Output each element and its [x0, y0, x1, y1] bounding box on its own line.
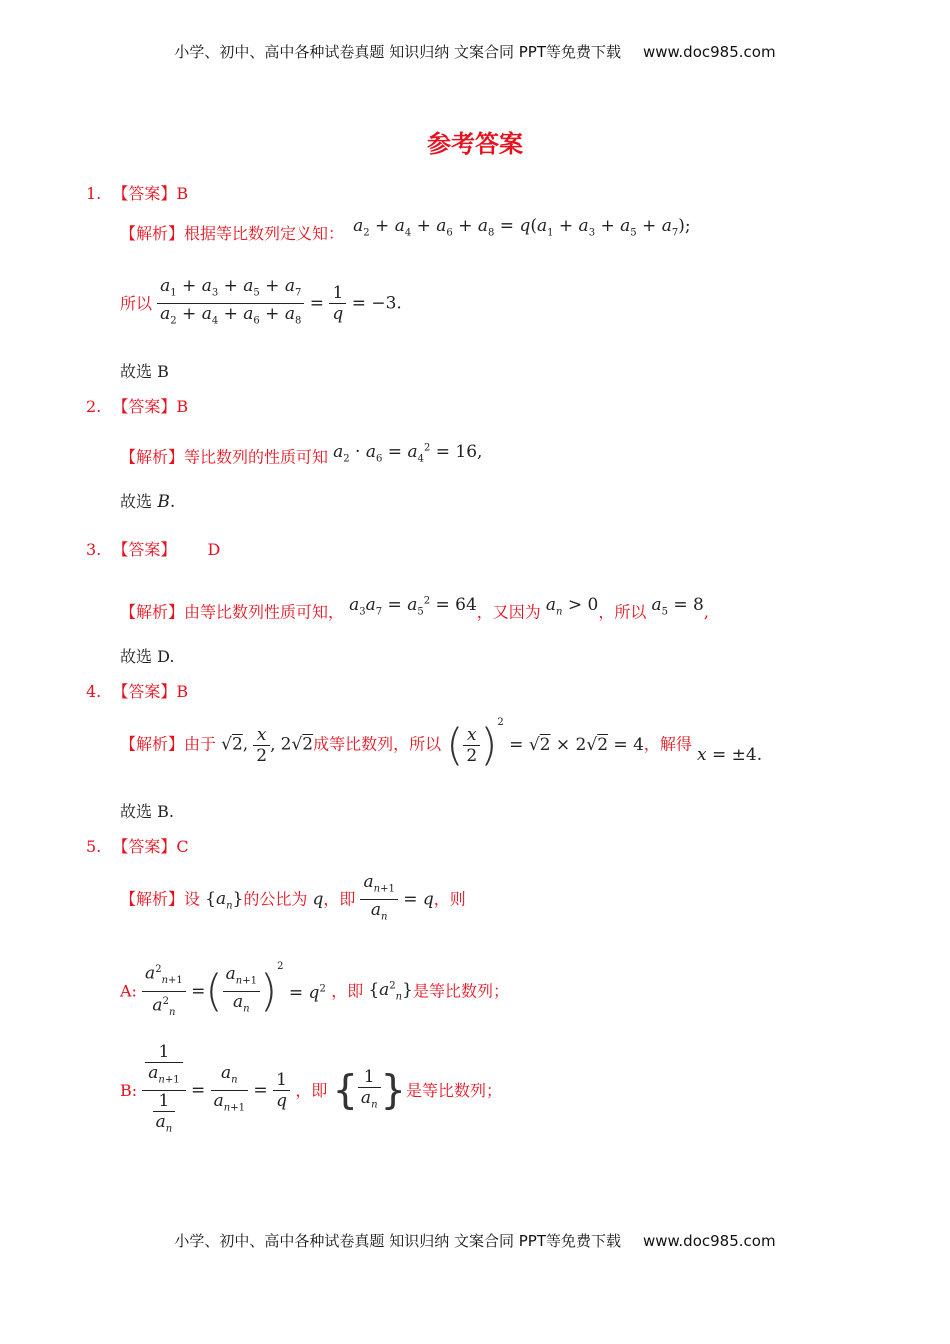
q5-option-a-text: ，即: [331, 981, 364, 1001]
q1-formula-2: $\frac{a_1 + a_3 + a_5 + a_7}{a_2 + a_4 + a_6 + a_8}$ = $\frac{1}{q}$ = −3.: [157, 293, 402, 313]
q2-analysis-label: 【解析】: [120, 447, 185, 467]
q5-analysis-intro: 设: [184, 889, 201, 909]
q2-conclusion-choice: B: [152, 492, 170, 512]
q5-option-a-line: [120, 960, 509, 1023]
page-header: [0, 41, 950, 62]
q5-option-a-end: 是等比数列；: [412, 981, 509, 1001]
q2-answer-line: [86, 397, 188, 417]
q5-formula-2: q: [312, 889, 324, 910]
q2-analysis-intro: 等比数列的性质可知: [184, 447, 329, 467]
q5-formula-3: $\frac{a_{n+1}}{a_n}$ = q: [360, 889, 433, 909]
header-text: 小学、初中、高中各种试卷真题 知识归纳 文案合同 PPT等免费下载: [174, 43, 621, 61]
q4-formula-1: √2,: [221, 734, 249, 755]
q5-then: ，则: [433, 889, 466, 909]
q3-analysis-label: 【解析】: [120, 602, 185, 622]
q1-answer-line: [86, 184, 188, 204]
q4-number: 4.: [86, 682, 102, 701]
q4-mid2: ，解得: [643, 734, 692, 754]
q4-mid: 成等比数列，所以: [313, 734, 442, 754]
q2-number: 2.: [86, 397, 102, 416]
q5-answer-value: C: [176, 837, 189, 856]
q3-mid2: ，所以: [598, 602, 647, 622]
q5-answer-line: [86, 837, 189, 857]
q5-option-b-seq: { $\frac{1}{a_n}$ }: [332, 1066, 406, 1114]
q4-analysis-label: 【解析】: [120, 734, 185, 754]
q1-answer-value: B: [176, 184, 189, 203]
q5-formula-1: $\{a_n\}$: [205, 889, 244, 912]
footer-url[interactable]: www.doc985.com: [642, 1232, 776, 1250]
q4-formula-5: x = ±4.: [697, 744, 763, 765]
q5-option-a-seq: $\{a^2_n\}$: [368, 979, 413, 1003]
q3-analysis-intro: 由等比数列性质可知，: [184, 602, 345, 622]
q4-conclusion: 故选 B.: [120, 802, 174, 821]
q4-answer-line: [86, 682, 188, 702]
q1-analysis-label: 【解析】: [120, 224, 185, 243]
q3-mid: ，又因为: [476, 602, 541, 622]
q3-formula-2: $a_n > 0$: [545, 594, 599, 618]
q5-mid: 的公比为: [243, 889, 308, 909]
q1-conclusion: 故选 B: [120, 362, 169, 381]
q2-formula: $a_2 \cdot a_6 = a_4^2 = 16$,: [333, 441, 483, 465]
q3-formula-1: $a_3a_7 = a_5^2 = 64$: [349, 594, 477, 618]
q5-option-a-label: A:: [120, 981, 137, 1001]
q2-answer-label: 【答案】: [112, 397, 177, 416]
q5-option-b-line: [120, 1042, 502, 1140]
q4-answer-value: B: [176, 682, 189, 701]
q5-analysis-line: [120, 872, 466, 928]
page-title: 参考答案: [427, 130, 523, 158]
q5-option-b-text: ，即: [295, 1080, 328, 1100]
q1-answer-label: 【答案】: [112, 184, 177, 203]
q2-answer-value: B: [176, 397, 189, 416]
q1-analysis-intro: 根据等比数列定义知：: [184, 224, 345, 243]
q5-option-b-formula: $\frac{\frac{1}{a_{n+1}}}{\frac{1}{a_n}}$ = $\frac{a_n}{a_{n+1}}$ = $\frac{1}{q}$: [142, 1080, 295, 1100]
q5-option-a-formula: $\frac{a^2_{n+1}}{a^2_n}$ =( $\frac{a_{n+1}}{a_n}$ )$^2 = q^2$: [142, 981, 331, 1001]
page-footer: [0, 1230, 950, 1251]
q1-formula-1: $a_2 + a_4 + a_6 + a_8 = q(a_1 + a_3 + a_5 + a_7)$;: [353, 216, 691, 239]
q5-analysis-label: 【解析】: [120, 889, 185, 909]
q1-so-line: [120, 276, 402, 332]
q3-answer-line: [86, 540, 220, 560]
q5-mid2: ，即: [323, 889, 356, 909]
q1-number: 1.: [86, 184, 102, 203]
q4-formula-2: $\frac{x}{2}$ ,: [253, 735, 275, 755]
q1-so-label: 所以: [120, 293, 153, 313]
q4-answer-label: 【答案】: [112, 682, 177, 701]
q3-answer-value: D: [207, 540, 221, 559]
q5-option-b-label: B:: [120, 1080, 138, 1100]
q1-analysis-line: [120, 216, 691, 251]
q2-conclusion-line: 故选 B.: [120, 492, 176, 512]
header-url[interactable]: www.doc985.com: [642, 43, 776, 61]
q5-answer-label: 【答案】: [112, 837, 177, 856]
q3-analysis-line: 【解析】由等比数列性质可知， $a_3a_7 = a_5^2 = 64$，又因为 $a_n > 0$，所以 $a_5 = 8$,: [120, 594, 709, 622]
q3-answer-label: 【答案】: [112, 540, 177, 559]
q5-number: 5.: [86, 837, 102, 856]
q5-option-b-end: 是等比数列；: [405, 1080, 502, 1100]
footer-text: 小学、初中、高中各种试卷真题 知识归纳 文案合同 PPT等免费下载: [174, 1232, 621, 1250]
q4-analysis-line: [120, 716, 763, 770]
q3-conclusion: 故选 D.: [120, 647, 175, 666]
q3-number: 3.: [86, 540, 102, 559]
q4-analysis-intro: 由于: [184, 734, 217, 754]
q4-formula-3: 2√2: [280, 734, 314, 755]
q2-conclusion: 故选: [120, 492, 153, 511]
q2-analysis-line: [120, 441, 483, 475]
q3-formula-3: $a_5 = 8$: [651, 594, 704, 618]
q4-formula-4: ( $\frac{x}{2}$ )$^2$ = √2 × 2√2 = 4: [446, 716, 644, 770]
